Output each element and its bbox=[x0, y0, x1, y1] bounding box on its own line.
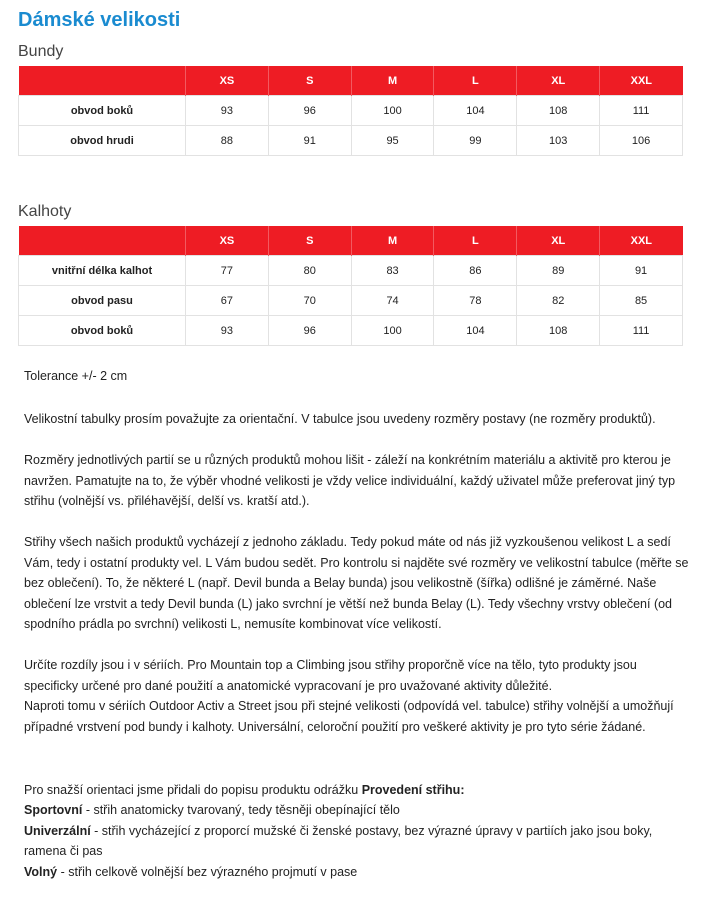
paragraph-orientation: Velikostní tabulky prosím považujte za orientační. V tabulce jsou uvedeny rozměry postavy (ne rozměry produktů). bbox=[24, 412, 656, 426]
table-cell: 106 bbox=[600, 126, 683, 156]
row-label: obvod pasu bbox=[19, 286, 186, 316]
table-cell: 99 bbox=[434, 126, 517, 156]
header-size: XS bbox=[186, 226, 269, 256]
table-cell: 96 bbox=[268, 316, 351, 346]
cut-list bbox=[24, 800, 689, 882]
cut-intro bbox=[24, 780, 689, 801]
header-size: XXL bbox=[600, 66, 683, 96]
table-cell: 77 bbox=[186, 256, 269, 286]
paragraph-cuts: Střihy všech našich produktů vycházejí z jednoho základu. Tedy pokud máte od nás již vyzkoušenou velikost L a sedí Vám, tedy i ostatní produkty vel. L Vám budou sedět. Pro kontrolu si najděte své rozměry ve velikostní tabulce (měřte se bez oblečení). To, že některé L (např. Devil bunda a Belay bunda) jsou velikostně (šířka) odlišné je záměrné. Naše oblečení lze vrstvit a tedy Devil bunda (L) jako svrchní je větší než bunda Belay (L). Tedy všechny vrstvy oblečení (od spodního prádla po svrchní) velikosti L, nemusíte kombinovat více velikostí. bbox=[24, 535, 689, 631]
table-cell: 85 bbox=[600, 286, 683, 316]
table-row bbox=[19, 126, 683, 156]
header-size: XS bbox=[186, 66, 269, 96]
pants-section-title: Kalhoty bbox=[18, 203, 72, 220]
table-cell: 104 bbox=[434, 96, 517, 126]
header-size: XXL bbox=[600, 226, 683, 256]
cut-term: Sportovní bbox=[24, 803, 83, 817]
table-cell: 111 bbox=[600, 96, 683, 126]
cut-intro-text: Pro snažší orientaci jsme přidali do popisu produktu odrážku bbox=[24, 783, 362, 797]
table-cell: 82 bbox=[517, 286, 600, 316]
header-size: XL bbox=[517, 66, 600, 96]
table-row bbox=[19, 256, 683, 286]
page-title: Dámské velikosti bbox=[18, 9, 181, 31]
table-cell: 80 bbox=[268, 256, 351, 286]
table-cell: 111 bbox=[600, 316, 683, 346]
table-row bbox=[19, 286, 683, 316]
table-cell: 95 bbox=[351, 126, 434, 156]
table-cell: 103 bbox=[517, 126, 600, 156]
table-cell: 96 bbox=[268, 96, 351, 126]
header-blank bbox=[19, 66, 186, 96]
table-cell: 93 bbox=[186, 316, 269, 346]
table-row bbox=[19, 316, 683, 346]
table-cell: 108 bbox=[517, 316, 600, 346]
table-cell: 89 bbox=[517, 256, 600, 286]
pants-size-table bbox=[18, 226, 683, 346]
table-cell: 91 bbox=[268, 126, 351, 156]
row-label: obvod boků bbox=[19, 96, 186, 126]
table-cell: 78 bbox=[434, 286, 517, 316]
table-cell: 100 bbox=[351, 316, 434, 346]
table-header-row bbox=[19, 226, 683, 256]
header-size: L bbox=[434, 66, 517, 96]
table-cell: 70 bbox=[268, 286, 351, 316]
table-header-row bbox=[19, 66, 683, 96]
cut-term: Volný bbox=[24, 864, 58, 879]
cut-term: Univerzální bbox=[24, 823, 91, 838]
tolerance-note: Tolerance +/- 2 cm bbox=[24, 369, 128, 383]
header-size: XL bbox=[517, 226, 600, 256]
header-size: S bbox=[268, 226, 351, 256]
table-cell: 88 bbox=[186, 126, 269, 156]
table-cell: 93 bbox=[186, 96, 269, 126]
table-cell: 86 bbox=[434, 256, 517, 286]
row-label: vnitřní délka kalhot bbox=[19, 256, 186, 286]
header-size: L bbox=[434, 226, 517, 256]
header-size: M bbox=[351, 226, 434, 256]
table-cell: 104 bbox=[434, 316, 517, 346]
header-size: S bbox=[268, 66, 351, 96]
list-item bbox=[24, 821, 689, 862]
row-label: obvod hrudi bbox=[19, 126, 186, 156]
jackets-section-title: Bundy bbox=[18, 43, 64, 60]
cut-legend bbox=[24, 780, 689, 801]
jackets-size-table bbox=[18, 66, 683, 156]
table-cell: 67 bbox=[186, 286, 269, 316]
cut-intro-bold: Provedení střihu: bbox=[361, 783, 465, 797]
series-text-a: Určíte rozdíly jsou i v sériích. Pro Mountain top a Climbing jsou střihy proporčně více na tělo, tyto produkty jsou specificky určené pro dané použití a anatomické vypracovaní je pro uvažované aktivity důležité. bbox=[24, 658, 637, 693]
table-cell: 83 bbox=[351, 256, 434, 286]
cut-desc: - střih anatomicky tvarovaný, tedy těsněji obepínající tělo bbox=[82, 803, 400, 817]
list-item bbox=[24, 800, 689, 821]
table-cell: 100 bbox=[351, 96, 434, 126]
table-cell: 74 bbox=[351, 286, 434, 316]
paragraph-measurements: Rozměry jednotlivých partií se u různých produktů mohou lišit - záleží na konkrétním materiálu a aktivitě pro kterou je navržen. Pamatujte na to, že výběr vhodné velikosti je vždy velice individuální, každý uživatel může preferovat jiný typ střihu (volnější vs. přiléhavější, delší vs. kratší atd.). bbox=[24, 453, 676, 508]
row-label: obvod boků bbox=[19, 316, 186, 346]
table-row bbox=[19, 96, 683, 126]
header-blank bbox=[19, 226, 186, 256]
paragraph-series bbox=[24, 655, 689, 737]
series-text-b: Naproti tomu v sériích Outdoor Activ a Street jsou při stejné velikosti (odpovídá vel. tabulce) střihy volnější a umožňují případné vrstvení pod bundy i kalhoty. Universální, celoroční použití pro veškeré aktivity je pro tyto série žádané. bbox=[24, 699, 674, 734]
table-cell: 108 bbox=[517, 96, 600, 126]
cut-desc: - střih vycházející z proporcí mužské či ženské postavy, bez výrazné úpravy v partiích jako jsou boky, ramena či pas bbox=[24, 823, 653, 858]
table-cell: 91 bbox=[600, 256, 683, 286]
header-size: M bbox=[351, 66, 434, 96]
list-item bbox=[24, 862, 689, 883]
cut-desc: - střih celkově volnější bez výrazného projmutí v pase bbox=[57, 864, 358, 879]
